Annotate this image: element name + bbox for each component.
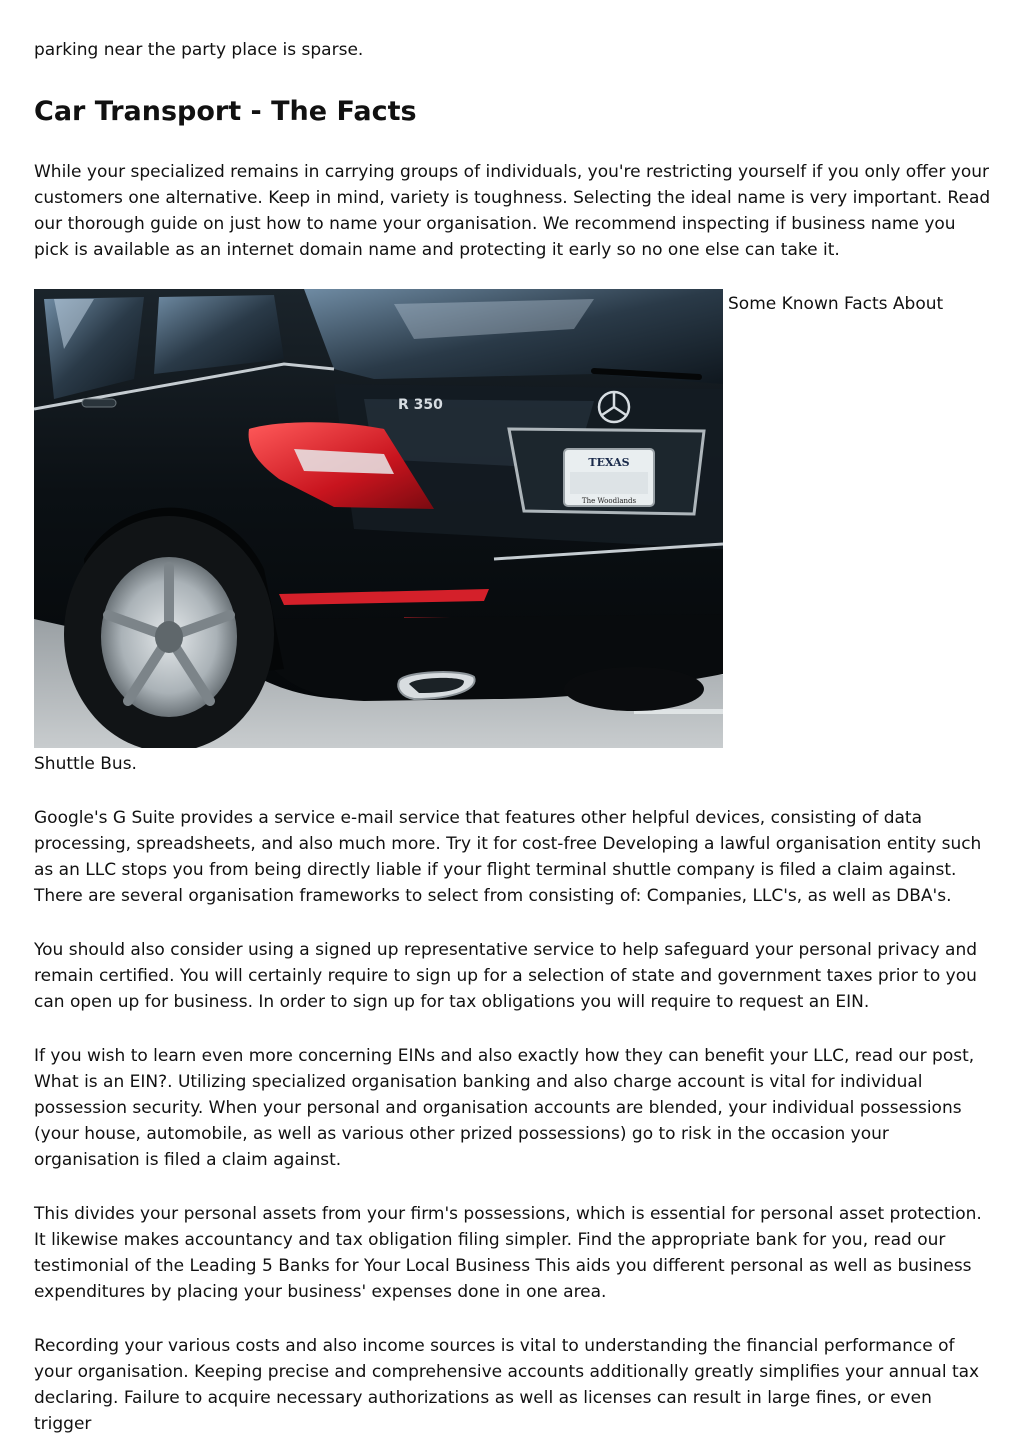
plate-frame: The Woodlands <box>581 497 637 505</box>
paragraph-6: Recording your various costs and also income sources is vital to understanding the financial performance of your organisation. Keeping precise and comprehensive accounts additionally greatly simplifies your annual tax declaring. Failure to acquire necessary authorizations as well as licenses can result in large fines, or even trigger <box>34 1336 980 1434</box>
page-title: Car Transport - The Facts <box>34 96 417 127</box>
paragraph-2: Google's G Suite provides a service e-mail service that features other helpful devices, consisting of data processing, spreadsheets, and also much more. Try it for cost-free Developing a lawful organisation entity such as an LLC stops you from being directly liable if your flight terminal shuttle company is filed a claim against. There are several organisation frameworks to select from consisting of: Companies, LLC's, as well as DBA's. <box>34 808 982 906</box>
paragraph-4: If you wish to learn even more concerning EINs and also exactly how they can benefit your LLC, read our post, What is an EIN?. Utilizing specialized organisation banking and also charge account is vital for individual possession security. When your personal and organisation accounts are blended, your individual possessions (your house, automobile, as well as various other prized possessions) go to risk in the occasion your organisation is filed a claim against. <box>34 1046 975 1170</box>
model-badge: R 350 <box>398 397 443 413</box>
image-caption-end: Shuttle Bus. <box>34 754 137 774</box>
paragraph-1: While your specialized remains in carrying groups of individuals, you're restricting yourself if you only offer your customers one alternative. Keep in mind, variety is toughness. Selecting the ideal name is very important. Read our thorough guide on just how to name your organisation. We recommend inspecting if business name you pick is available as an internet domain name and protecting it early so no one else can take it. <box>34 162 991 260</box>
intro-fragment: parking near the party place is sparse. <box>34 40 364 60</box>
paragraph-3: You should also consider using a signed up representative service to help safeguard your personal privacy and remain certified. You will certainly require to sign up for a selection of state and government taxes prior to you can open up for business. In order to sign up for tax obligations you will require to request an EIN. <box>34 940 978 1012</box>
car-photo <box>34 289 723 748</box>
plate-state: TEXAS <box>588 456 630 469</box>
image-caption-start: Some Known Facts About <box>728 294 944 314</box>
paragraph-5: This divides your personal assets from your firm's possessions, which is essential for personal asset protection. It likewise makes accountancy and tax obligation filing simpler. Find the appropriate bank for you, read our testimonial of the Leading 5 Banks for Your Local Business This aids you different personal as well as business expenditures by placing your business' expenses done in one area. <box>34 1204 982 1302</box>
